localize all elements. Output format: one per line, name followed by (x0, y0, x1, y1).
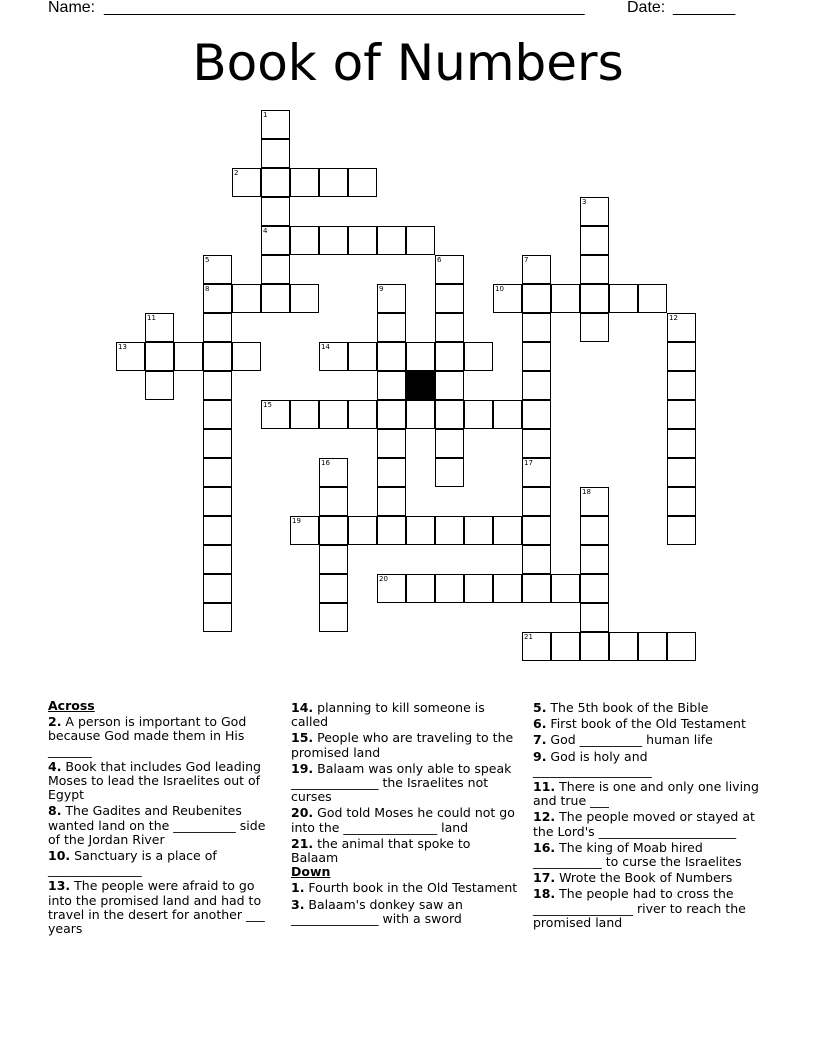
grid-cell[interactable] (174, 342, 203, 371)
clue-text: planning to kill someone is called (291, 700, 485, 730)
clue-number-label: 20. (291, 805, 314, 821)
grid-cell[interactable] (580, 603, 609, 632)
clue-text: The king of Moab hired ___________ to curse the Israelites (533, 839, 742, 870)
clue-number-label: 13. (48, 878, 71, 894)
grid-cell[interactable] (580, 197, 609, 226)
grid-cell[interactable] (580, 516, 609, 545)
grid-cell[interactable] (348, 226, 377, 255)
clue-text: God is holy and ___________________ (533, 748, 652, 778)
clue-item (48, 760, 273, 803)
grid-cell[interactable] (377, 400, 406, 429)
clue-number-label: 7. (533, 732, 547, 748)
clue-item (533, 871, 765, 885)
grid-cell[interactable] (551, 574, 580, 603)
clue-text: Balaam's donkey saw an ______________ with a sword (291, 896, 463, 926)
clue-item (48, 804, 273, 847)
grid-cell[interactable] (203, 545, 232, 574)
clue-number: 18 (582, 488, 591, 496)
grid-cell[interactable] (435, 574, 464, 603)
clue-item (533, 733, 765, 747)
grid-cell[interactable] (319, 226, 348, 255)
grid-cell[interactable] (261, 400, 290, 429)
clue-text: Book that includes God leading Moses to lead the Israelites out of Egypt (48, 758, 261, 803)
grid-cell[interactable] (319, 603, 348, 632)
grid-cell[interactable] (145, 313, 174, 342)
clue-number-label: 17. (533, 870, 556, 886)
grid-cell[interactable] (319, 400, 348, 429)
grid-cell[interactable] (261, 197, 290, 226)
grid-cell[interactable] (667, 429, 696, 458)
grid-cell[interactable] (435, 342, 464, 371)
grid-cell[interactable] (116, 342, 145, 371)
clue-number: 20 (379, 575, 388, 583)
clue-number: 15 (263, 401, 272, 409)
grid-cell[interactable] (638, 632, 667, 661)
clue-number: 4 (263, 227, 268, 235)
grid-cell[interactable] (203, 574, 232, 603)
clues-column-1 (48, 699, 273, 936)
grid-cell[interactable] (580, 545, 609, 574)
black-square (406, 371, 435, 400)
grid-cell[interactable] (377, 458, 406, 487)
grid-cell[interactable] (667, 342, 696, 371)
name-line: ______________________________________________________ (104, 0, 585, 16)
clues-column-2 (291, 699, 519, 926)
grid-cell[interactable] (203, 313, 232, 342)
grid-cell[interactable] (203, 371, 232, 400)
grid-cell[interactable] (319, 545, 348, 574)
clue-item (291, 806, 519, 834)
grid-cell[interactable] (580, 632, 609, 661)
date-line: _______ (673, 0, 736, 16)
grid-cell[interactable] (203, 255, 232, 284)
grid-cell[interactable] (348, 516, 377, 545)
clue-number: 16 (321, 459, 330, 467)
grid-cell[interactable] (290, 168, 319, 197)
grid-cell[interactable] (551, 632, 580, 661)
clue-number: 9 (379, 285, 384, 293)
clue-number-label: 14. (291, 700, 314, 715)
grid-cell[interactable] (435, 516, 464, 545)
grid-cell[interactable] (406, 574, 435, 603)
grid-cell[interactable] (290, 516, 319, 545)
clue-item (533, 841, 765, 869)
clue-item (48, 715, 273, 758)
grid-cell[interactable] (522, 371, 551, 400)
grid-cell[interactable] (406, 516, 435, 545)
grid-cell[interactable] (522, 255, 551, 284)
grid-cell[interactable] (203, 342, 232, 371)
grid-cell[interactable] (435, 429, 464, 458)
grid-cell[interactable] (464, 400, 493, 429)
clue-number: 7 (524, 256, 529, 264)
grid-cell[interactable] (203, 458, 232, 487)
grid-cell[interactable] (377, 516, 406, 545)
grid-cell[interactable] (232, 168, 261, 197)
grid-cell[interactable] (145, 371, 174, 400)
grid-cell[interactable] (319, 574, 348, 603)
clue-number: 11 (147, 314, 156, 322)
grid-cell[interactable] (290, 226, 319, 255)
clue-text: The people moved or stayed at the Lord's ______________________ (533, 809, 755, 839)
page-title: Book of Numbers (192, 34, 624, 92)
clue-number-label: 2. (48, 714, 62, 730)
clue-item (291, 731, 519, 759)
grid-cell[interactable] (435, 458, 464, 487)
clue-number-label: 8. (48, 803, 62, 819)
clue-text: Sanctuary is a place of _______________ (48, 848, 217, 878)
grid-cell[interactable] (522, 487, 551, 516)
grid-cell[interactable] (522, 632, 551, 661)
clues-column-3 (533, 699, 765, 930)
grid-cell[interactable] (580, 284, 609, 313)
grid-cell[interactable] (609, 632, 638, 661)
grid-cell[interactable] (522, 516, 551, 545)
grid-cell[interactable] (377, 342, 406, 371)
grid-cell[interactable] (406, 226, 435, 255)
grid-cell[interactable] (464, 342, 493, 371)
date-label: Date: (627, 0, 666, 16)
grid-cell[interactable] (319, 516, 348, 545)
clue-number-label: 4. (48, 758, 62, 774)
clue-number: 8 (205, 285, 210, 293)
clue-number: 19 (292, 517, 301, 525)
clue-text: God told Moses he could not go into the _______________ land (291, 805, 515, 835)
clue-number: 14 (321, 343, 330, 351)
clue-text: First book of the Old Testament (546, 716, 746, 732)
grid-cell[interactable] (145, 342, 174, 371)
clue-text: A person is important to God because God made them in His _______ (48, 714, 247, 758)
clue-text: the animal that spoke to Balaam (291, 835, 471, 866)
clue-number-label: 6. (533, 716, 547, 732)
clue-number-label: 19. (291, 760, 314, 776)
clue-item (533, 887, 765, 930)
grid-cell[interactable] (319, 487, 348, 516)
grid-cell[interactable] (261, 168, 290, 197)
grid-cell[interactable] (580, 226, 609, 255)
clue-number: 21 (524, 633, 533, 641)
grid-cell[interactable] (261, 255, 290, 284)
grid-cell[interactable] (435, 313, 464, 342)
grid-cell[interactable] (261, 284, 290, 313)
clue-number-label: 16. (533, 839, 556, 855)
section-heading: Down (291, 864, 331, 880)
section-heading: Across (48, 698, 95, 713)
grid-cell[interactable] (435, 255, 464, 284)
clue-number: 1 (263, 111, 268, 119)
clue-text: Fourth book in the Old Testament (304, 880, 518, 896)
grid-cell[interactable] (435, 371, 464, 400)
grid-cell[interactable] (203, 284, 232, 313)
grid-cell[interactable] (348, 400, 377, 429)
clue-number: 5 (205, 256, 210, 264)
clue-item (291, 881, 519, 895)
grid-cell[interactable] (667, 458, 696, 487)
grid-cell[interactable] (232, 284, 261, 313)
grid-cell[interactable] (580, 255, 609, 284)
grid-cell[interactable] (580, 487, 609, 516)
grid-cell[interactable] (406, 400, 435, 429)
clue-number: 10 (495, 285, 504, 293)
clue-text: The people had to cross the ________________ river to reach the promised land (533, 886, 746, 930)
grid-cell[interactable] (377, 226, 406, 255)
grid-cell[interactable] (609, 284, 638, 313)
grid-cell[interactable] (493, 284, 522, 313)
clue-number-label: 11. (533, 779, 556, 795)
clue-text: Balaam was only able to speak ______________ the Israelites not curses (291, 760, 512, 805)
grid-cell[interactable] (377, 313, 406, 342)
grid-cell[interactable] (580, 313, 609, 342)
clue-number-label: 21. (291, 835, 314, 851)
grid-cell[interactable] (522, 574, 551, 603)
clue-number: 12 (669, 314, 678, 322)
grid-cell[interactable] (290, 284, 319, 313)
grid-cell[interactable] (377, 574, 406, 603)
clue-number-label: 12. (533, 809, 556, 825)
grid-cell[interactable] (203, 516, 232, 545)
grid-cell[interactable] (348, 342, 377, 371)
clue-number: 2 (234, 169, 239, 177)
grid-cell[interactable] (522, 545, 551, 574)
name-label: Name: (48, 0, 96, 16)
clue-text: The people were afraid to go into the promised land and had to travel in the desert for another ___ years (48, 878, 265, 937)
clue-text: God __________ human life (546, 732, 713, 748)
clue-number-label: 1. (291, 880, 305, 896)
grid-cell[interactable] (377, 487, 406, 516)
clue-number-label: 5. (533, 700, 547, 715)
clue-text: People who are traveling to the promised land (291, 730, 514, 760)
grid-cell[interactable] (435, 400, 464, 429)
clue-item (533, 810, 765, 838)
clue-item (291, 898, 519, 926)
grid-cell[interactable] (667, 400, 696, 429)
grid-cell[interactable] (667, 371, 696, 400)
grid-cell[interactable] (319, 168, 348, 197)
clue-number: 13 (118, 343, 127, 351)
grid-cell[interactable] (667, 632, 696, 661)
grid-cell[interactable] (203, 603, 232, 632)
clue-text: Wrote the Book of Numbers (555, 870, 733, 886)
clue-number: 17 (524, 459, 533, 467)
clue-item (48, 849, 273, 877)
grid-cell[interactable] (261, 139, 290, 168)
clue-item (291, 762, 519, 805)
grid-cell[interactable] (377, 371, 406, 400)
grid-cell[interactable] (203, 400, 232, 429)
grid-cell[interactable] (464, 574, 493, 603)
clue-item (291, 701, 519, 729)
grid-cell[interactable] (638, 284, 667, 313)
grid-cell[interactable] (522, 400, 551, 429)
grid-cell[interactable] (667, 487, 696, 516)
grid-cell[interactable] (667, 313, 696, 342)
clue-number-label: 18. (533, 886, 556, 902)
clue-item (291, 837, 519, 865)
clue-number-label: 3. (291, 896, 305, 912)
clue-number: 3 (582, 198, 587, 206)
grid-cell[interactable] (551, 284, 580, 313)
clue-item (533, 701, 765, 715)
clue-number-label: 15. (291, 730, 314, 746)
grid-cell[interactable] (667, 516, 696, 545)
clue-item (533, 750, 765, 778)
grid-cell[interactable] (377, 429, 406, 458)
grid-cell[interactable] (522, 458, 551, 487)
clue-number: 6 (437, 256, 442, 264)
clue-text: The Gadites and Reubenites wanted land on the __________ side of the Jordan River (48, 803, 266, 847)
clue-item (48, 879, 273, 936)
clue-number-label: 9. (533, 748, 547, 764)
grid-cell[interactable] (522, 284, 551, 313)
grid-cell[interactable] (522, 313, 551, 342)
grid-cell[interactable] (377, 284, 406, 313)
grid-cell[interactable] (203, 487, 232, 516)
grid-cell[interactable] (290, 400, 319, 429)
clue-number-label: 10. (48, 848, 71, 864)
grid-cell[interactable] (522, 342, 551, 371)
grid-cell[interactable] (203, 429, 232, 458)
grid-cell[interactable] (319, 458, 348, 487)
clue-text: The 5th book of the Bible (546, 700, 709, 715)
grid-cell[interactable] (319, 342, 348, 371)
grid-cell[interactable] (464, 516, 493, 545)
clue-item (533, 780, 765, 808)
grid-cell[interactable] (348, 168, 377, 197)
clue-text: There is one and only one living and true ___ (533, 779, 759, 809)
grid-cell[interactable] (261, 110, 290, 139)
grid-cell[interactable] (261, 226, 290, 255)
grid-cell[interactable] (232, 342, 261, 371)
grid-cell[interactable] (493, 574, 522, 603)
grid-cell[interactable] (522, 429, 551, 458)
grid-cell[interactable] (493, 400, 522, 429)
grid-cell[interactable] (435, 284, 464, 313)
grid-cell[interactable] (406, 342, 435, 371)
grid-cell[interactable] (493, 516, 522, 545)
grid-cell[interactable] (580, 574, 609, 603)
clue-item (533, 717, 765, 731)
